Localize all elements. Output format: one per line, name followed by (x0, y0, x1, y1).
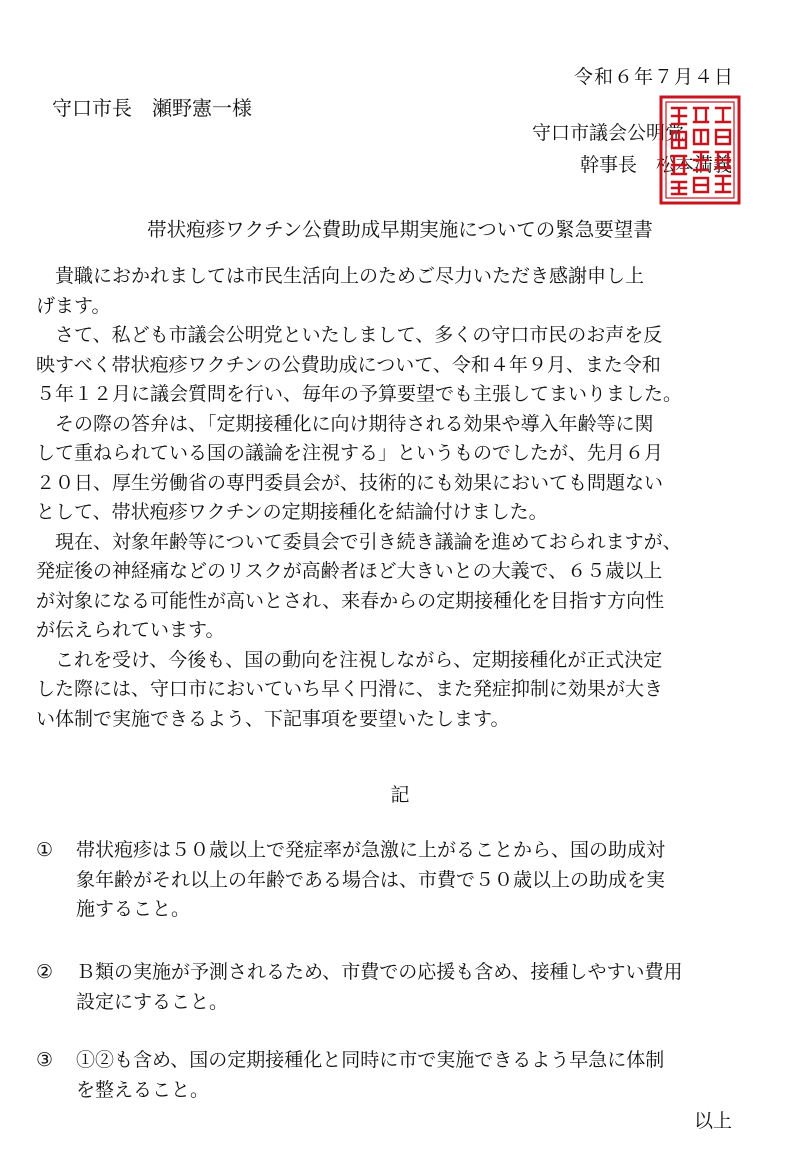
request-item-2 (36, 958, 776, 1017)
closing-ijou: 以上 (693, 1110, 732, 1132)
request-item-1 (36, 836, 776, 925)
body-line: 現在、対象年齢等について委員会で引き続き議論を進めておられますが、 (36, 530, 682, 553)
item-marker: ① (36, 839, 54, 861)
ki-heading: 記 (390, 784, 410, 806)
letter-body (36, 262, 776, 734)
red-seal-stamp-icon (658, 94, 742, 206)
item-line: 帯状疱疹は５０歳以上で発症率が急激に上がることから、国の助成対 (76, 839, 666, 861)
item-line: 設定にすること。 (76, 990, 229, 1013)
body-line: ２０日、厚生労働省の専門委員会が、技術的にも効果においても問題ない (36, 471, 664, 494)
body-line: 発症後の神経痛などのリスクが高齢者ほど大きいとの大義で、６５歳以上 (36, 560, 663, 582)
body-line: その際の答弁は、「定期接種化に向け期待される効果や導入年齢等に関 (36, 412, 654, 435)
body-line: して重ねられている国の議論を注視する」というものでしたが、先月６月 (36, 442, 664, 464)
body-line: げます。 (36, 294, 111, 317)
body-line: 映すべく帯状疱疹ワクチンの公費助成について、令和４年９月、また令和 (36, 353, 661, 376)
body-line: い体制で実施できるよう、下記事項を要望いたします。 (36, 707, 510, 730)
body-line: が伝えられています。 (36, 619, 225, 641)
body-line: これを受け、今後も、国の動向を注視しながら、定期接種化が正式決定 (36, 648, 663, 671)
body-line: が対象になる可能性が高いとされ、来春からの定期接種化を目指す方向性 (36, 589, 665, 612)
item-line: 象年齢がそれ以上の年齢である場合は、市費で５０歳以上の助成を実 (76, 868, 666, 891)
item-line: ①②も含め、国の定期接種化と同時に市で実施できるよう早急に体制 (76, 1049, 665, 1071)
document-title: 帯状疱疹ワクチン公費助成早期実施についての緊急要望書 (147, 218, 653, 241)
letter-date: 令和６年７月４日 (573, 66, 734, 88)
item-marker: ③ (36, 1049, 54, 1071)
body-line: した際には、守口市においていち早く円滑に、また発症抑制に効果が大き (36, 678, 664, 700)
body-line: ５年１２月に議会質問を行い、毎年の予算要望でも主張してまいりました。 (36, 383, 683, 405)
sender-name: 幹事長 松本満義 (580, 154, 733, 176)
sender-organization: 守口市議会公明党 (532, 122, 685, 144)
body-line: 貴職におかれましては市民生活向上のためご尽力いただき感謝申し上 (36, 265, 645, 287)
item-line: 施すること。 (76, 898, 191, 920)
recipient: 守口市長 瀬野憲一様 (52, 96, 252, 120)
item-marker: ② (36, 961, 54, 983)
item-line: を整えること。 (76, 1078, 210, 1101)
request-item-3 (36, 1046, 776, 1105)
body-line: として、帯状疱疹ワクチンの定期接種化を結論付けました。 (36, 501, 548, 523)
item-line: Ｂ類の実施が予測されるため、市費での応援も含め、接種しやすい費用 (76, 961, 683, 983)
body-line: さて、私ども市議会公明党といたしまして、多くの守口市民のお声を反 (36, 324, 663, 346)
